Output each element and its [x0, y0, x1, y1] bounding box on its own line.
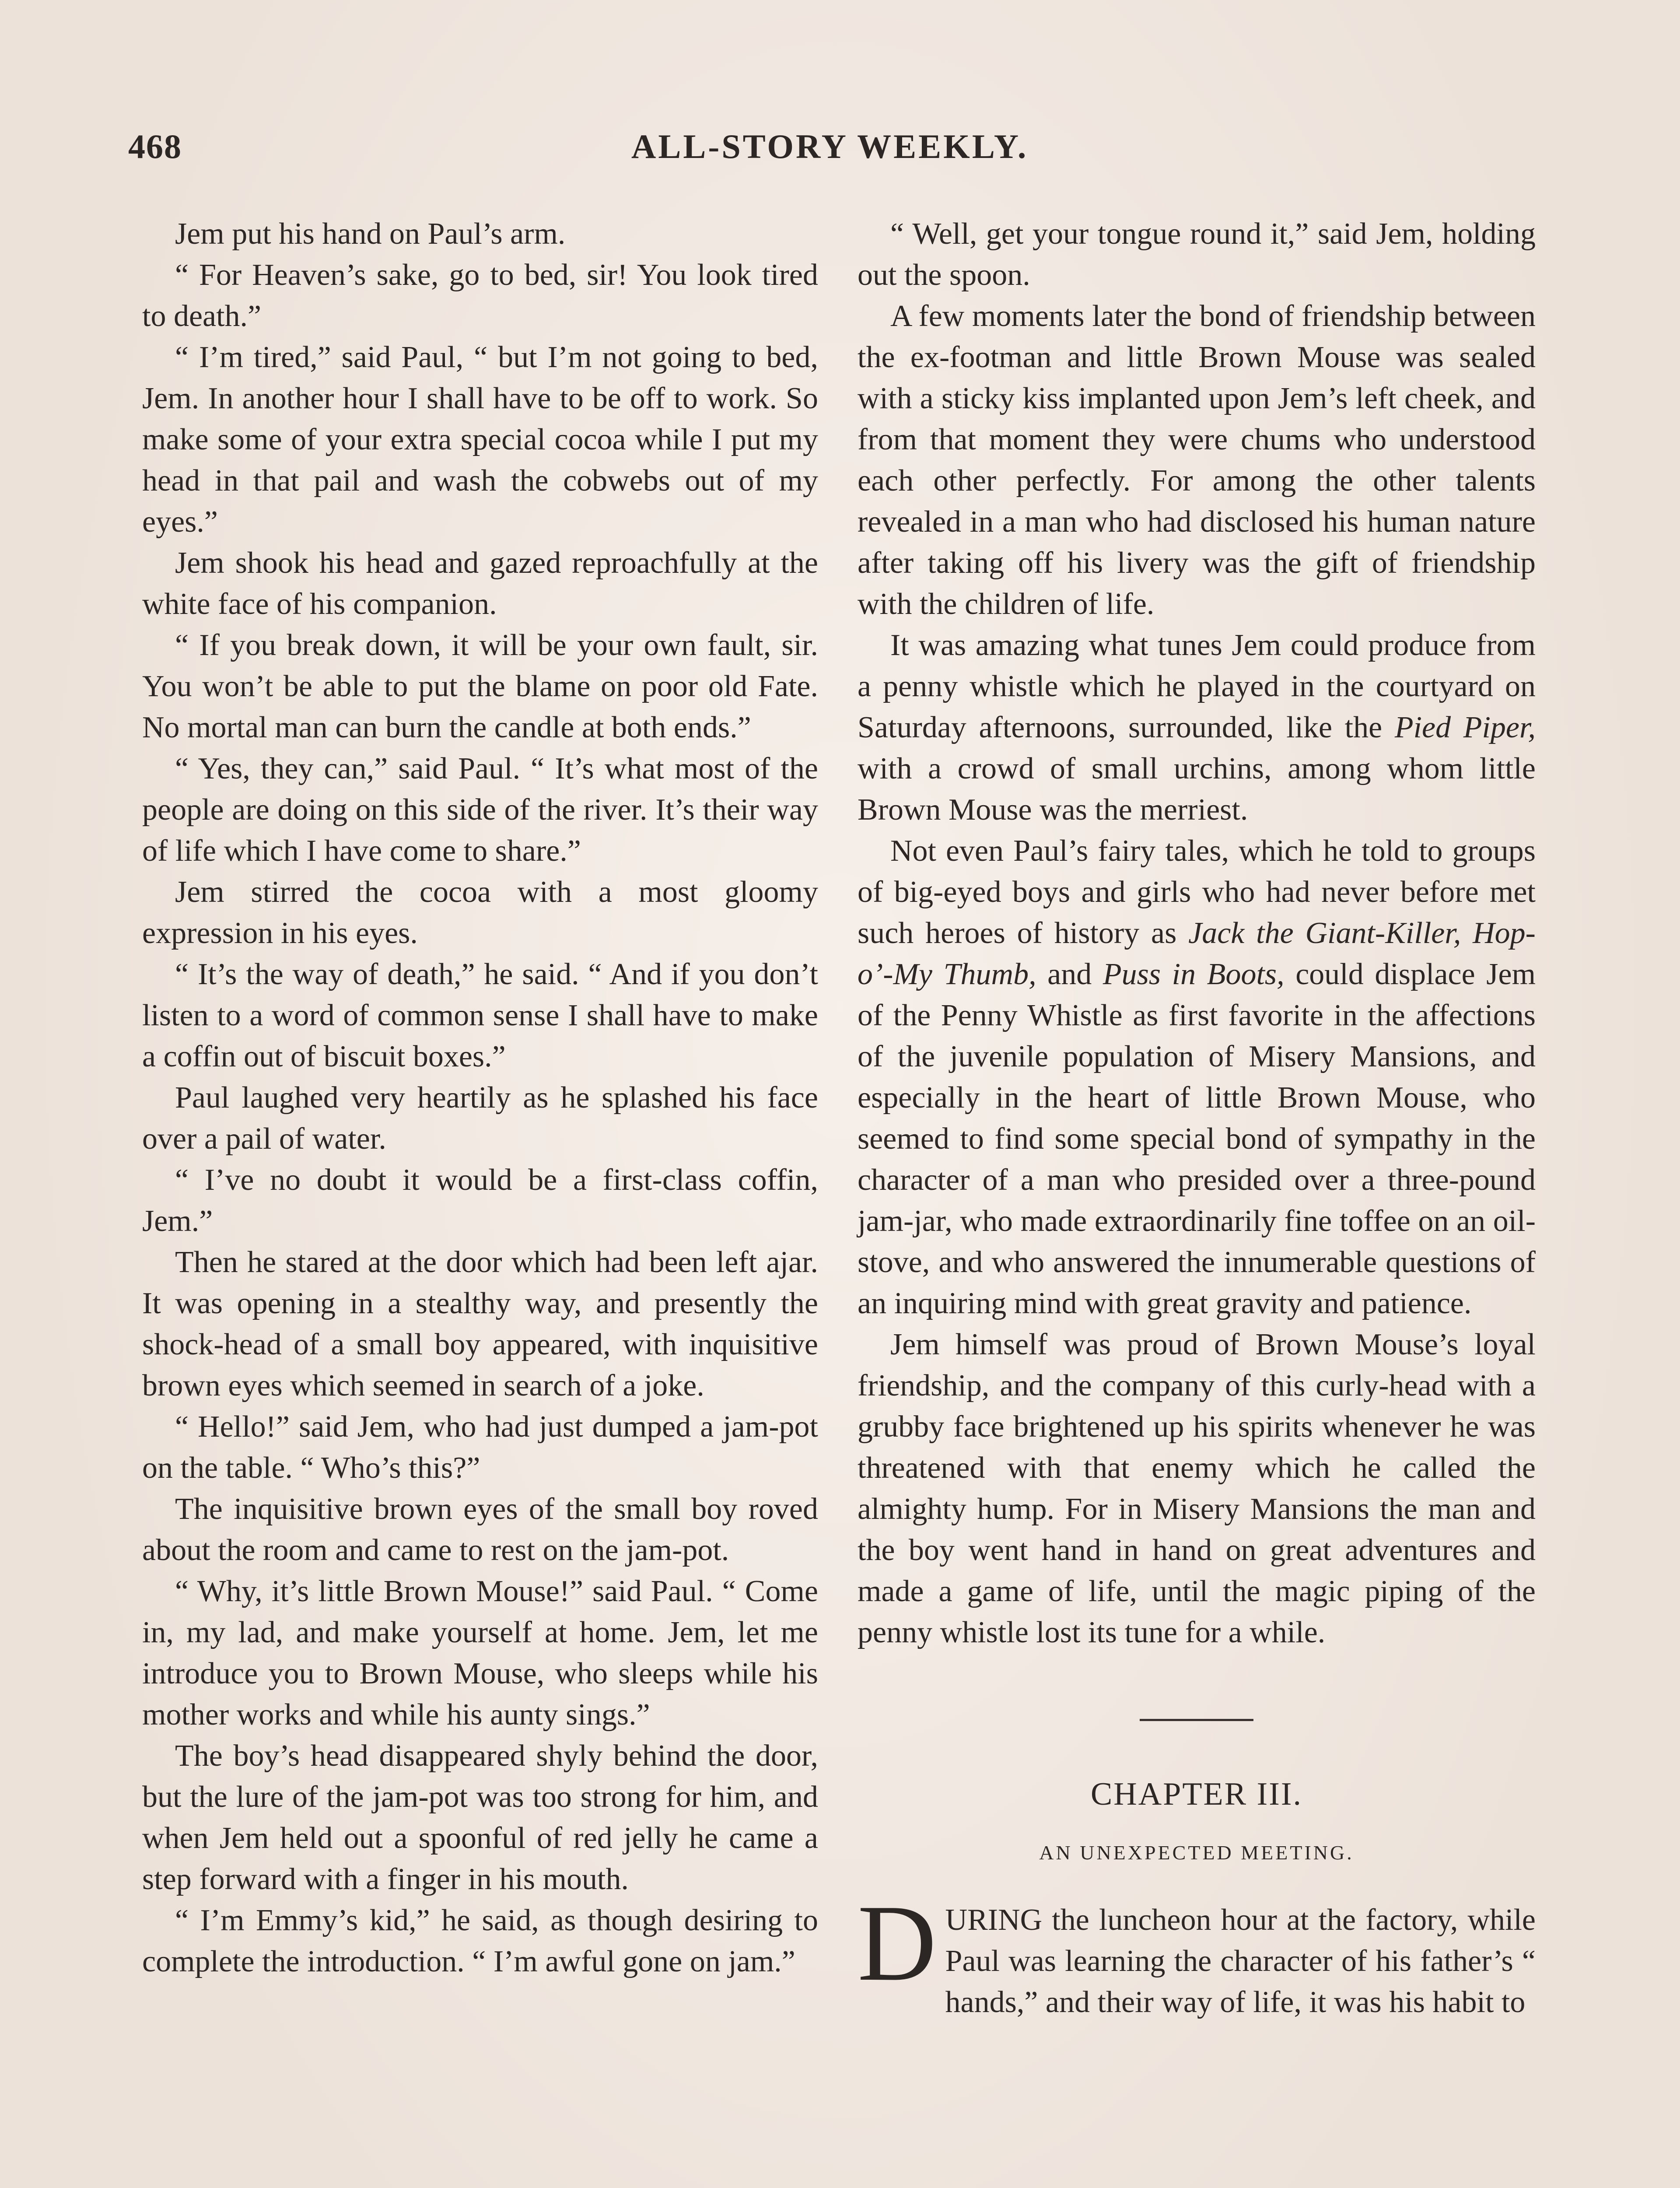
- italic-title: Jack the Giant-Killer, Hop-o’-My Thumb,: [858, 916, 1536, 991]
- text-run: URING the luncheon hour at the factory, while Paul was learning the character of his father’s “ hands,” and their way of life, it was his habit to: [945, 1903, 1536, 2019]
- italic-title: Pied Piper,: [1394, 711, 1536, 744]
- page-header: [128, 127, 1537, 175]
- paragraph: Jem shook his head and gazed reproachfully at the white face of his companion.: [142, 546, 818, 621]
- paragraph: Jem himself was proud of Brown Mouse’s loyal friendship, and the company of this curly-head with a grubby face brightened up his spirits whenever he was threatened with that enemy which he called the almighty hump. For in Misery Mansions the man and the boy went hand in hand on great adventures and made a game of life, until the magic piping of the penny whistle lost its tune for a while.: [858, 1328, 1536, 1649]
- paragraph: “ If you break down, it will be your own fault, sir. You won’t be able to put the blame on poor old Fate. No mortal man can burn the candle at both ends.”: [142, 628, 818, 744]
- paragraph: “ I’ve no doubt it would be a first-class coffin, Jem.”: [142, 1163, 818, 1238]
- paragraph: “ I’m Emmy’s kid,” he said, as though desiring to complete the introduction. “ I’m awful gone on jam.”: [142, 1904, 818, 1978]
- paragraph: The boy’s head disappeared shyly behind the door, but the lure of the jam-pot was too strong for him, and when Jem held out a spoonful of red jelly he came a step forward with a finger in his mouth.: [142, 1739, 818, 1896]
- paragraph: “ I’m tired,” said Paul, “ but I’m not going to bed, Jem. In another hour I shall have to be off to work. So make some of your extra special cocoa while I put my head in that pail and wash the cobwebs out of my eyes.”: [142, 340, 818, 539]
- page-number: 468: [128, 127, 182, 165]
- paragraph: “ It’s the way of death,” he said. “ And if you don’t listen to a word of common sense I shall have to make a coffin out of biscuit boxes.”: [142, 957, 818, 1073]
- italic-title: Puss in Boots,: [1102, 957, 1284, 991]
- running-title: ALL-STORY WEEKLY.: [631, 127, 1029, 165]
- section-divider: [1140, 1719, 1253, 1721]
- paragraph: “ Hello!” said Jem, who had just dumped a jam-pot on the table. “ Who’s this?”: [142, 1410, 818, 1485]
- chapter-opening-paragraph: [858, 1883, 1536, 2023]
- paragraph: “ Well, get your tongue round it,” said Jem, holding out the spoon.: [858, 217, 1536, 292]
- paragraph: A few moments later the bond of friendship between the ex-footman and little Brown Mouse was sealed with a sticky kiss implanted upon Jem’s left cheek, and from that moment they were chums who understood each other perfectly. For among the other talents revealed in a man who had disclosed his human nature after taking off his livery was the gift of friendship with the children of life.: [858, 299, 1536, 621]
- paragraph: “ For Heaven’s sake, go to bed, sir! You look tired to death.”: [142, 258, 818, 333]
- left-column: [142, 214, 818, 1982]
- right-column: [858, 214, 1536, 2023]
- text-run: could displace Jem of the Penny Whistle as first favorite in the affections of the juvenile population of Misery Mansions, and especially in the heart of little Brown Mouse, who seemed to find some special bond of sympathy in the character of a man who presided over a three-pound jam-jar, who made extraordinarily fine toffee on an oil-stove, and who answered the innumerable questions of an inquiring mind with great gravity and patience.: [858, 957, 1536, 1320]
- paragraph: Jem stirred the cocoa with a most gloomy expression in his eyes.: [142, 875, 818, 950]
- paragraph: Jem put his hand on Paul’s arm.: [175, 217, 566, 251]
- paragraph: Paul laughed very heartily as he splashed his face over a pail of water.: [142, 1081, 818, 1156]
- text-run: and: [1036, 957, 1103, 991]
- paragraph: “ Yes, they can,” said Paul. “ It’s what most of the people are doing on this side of the river. It’s their way of life which I have come to share.”: [142, 752, 818, 868]
- paragraph: Then he stared at the door which had been left ajar. It was opening in a stealthy way, and presently the shock-head of a small boy appeared, with inquisitive brown eyes which seemed in search of a joke.: [142, 1245, 818, 1403]
- chapter-subtitle: AN UNEXPECTED MEETING.: [1039, 1841, 1354, 1864]
- paragraph: “ Why, it’s little Brown Mouse!” said Paul. “ Come in, my lad, and make yourself at home. Jem, let me introduce you to Brown Mouse, who sleeps while his mother works and while his aunty sings.”: [142, 1574, 818, 1732]
- paragraph: The inquisitive brown eyes of the small boy roved about the room and came to rest on the jam-pot.: [142, 1492, 818, 1567]
- text-run: Not even Paul’s fairy tales, which he told to groups of big-eyed boys and girls who had never before met such heroes of history as: [858, 834, 1536, 950]
- drop-cap: D: [858, 1883, 937, 2004]
- paragraph: [858, 625, 1536, 831]
- text-run: It was amazing what tunes Jem could produce from a penny whistle which he played in the courtyard on Saturday afternoons, surrounded, like the: [858, 628, 1536, 744]
- text-run: with a crowd of small urchins, among whom little Brown Mouse was the merriest.: [858, 752, 1536, 827]
- chapter-title: CHAPTER III.: [1090, 1776, 1303, 1812]
- paragraph: [858, 831, 1536, 1324]
